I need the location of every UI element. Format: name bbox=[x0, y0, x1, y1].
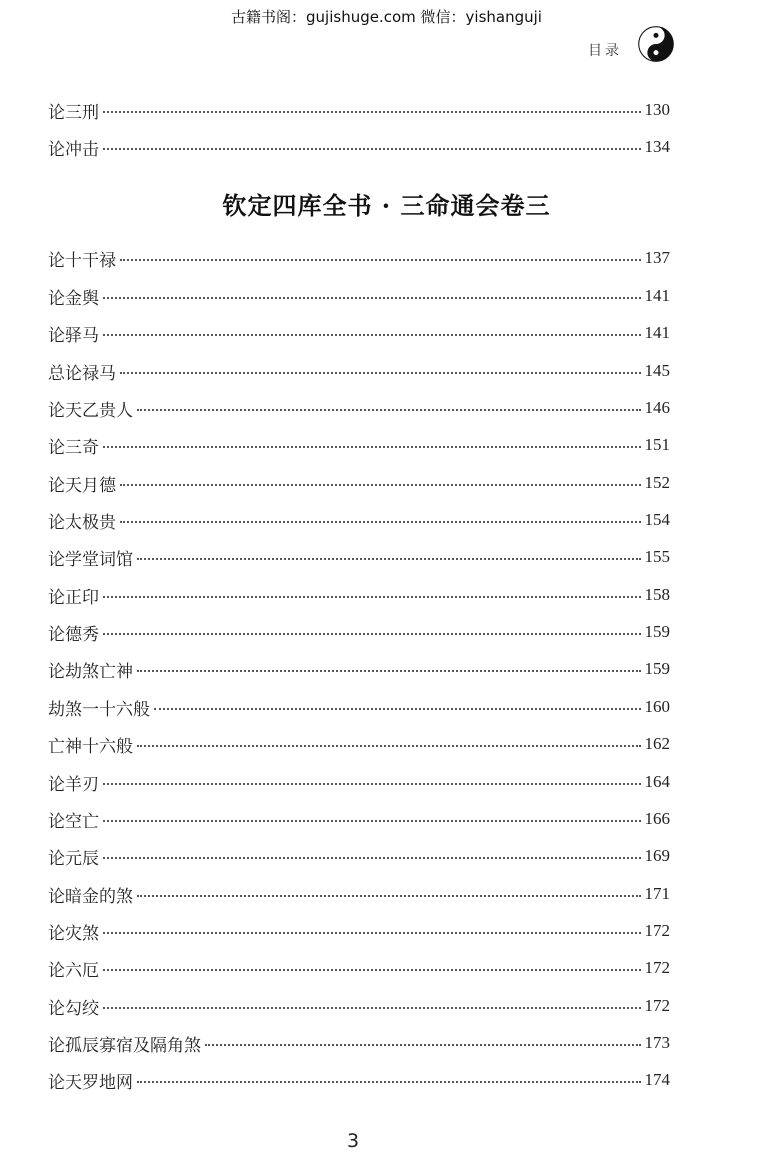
toc-entry[interactable] bbox=[48, 544, 670, 570]
toc-entry-page: 162 bbox=[644, 734, 670, 753]
toc-entry-page: 172 bbox=[644, 921, 670, 940]
toc-entry-title: 论空亡 bbox=[48, 811, 99, 832]
toc-entry[interactable] bbox=[48, 1067, 670, 1093]
toc-entry-page: 174 bbox=[644, 1070, 670, 1089]
toc-entry-title: 论勾绞 bbox=[48, 998, 99, 1019]
toc-leader-dots bbox=[103, 969, 641, 971]
toc-leader-dots bbox=[120, 484, 641, 486]
toc-entry-title: 论暗金的煞 bbox=[48, 886, 133, 907]
toc-entry[interactable] bbox=[48, 993, 670, 1019]
toc-entry[interactable] bbox=[48, 1030, 670, 1056]
toc-entry-page: 159 bbox=[644, 659, 670, 678]
toc-entry-title: 总论禄马 bbox=[48, 363, 116, 384]
toc-leader-dots bbox=[137, 1081, 641, 1083]
toc-entry-title: 论元辰 bbox=[48, 848, 99, 869]
toc-entry[interactable] bbox=[48, 769, 670, 795]
toc-entry[interactable] bbox=[48, 245, 670, 271]
toc-leader-dots bbox=[137, 409, 641, 411]
toc-entry[interactable] bbox=[48, 432, 670, 458]
toc-entry-page: 158 bbox=[644, 585, 670, 604]
watermark-text: 古籍书阁：gujishuge.com 微信：yishanguji bbox=[231, 8, 542, 26]
toc-leader-dots bbox=[103, 932, 641, 934]
toc-entry[interactable] bbox=[48, 470, 670, 496]
toc-entry-page: 141 bbox=[644, 323, 670, 342]
toc-entry-page: 169 bbox=[644, 846, 670, 865]
toc-entry-page: 171 bbox=[644, 884, 670, 903]
toc-entry-title: 论灾煞 bbox=[48, 923, 99, 944]
toc-entry-title: 论冲击 bbox=[48, 139, 99, 160]
toc-entry-title: 论金舆 bbox=[48, 288, 99, 309]
toc-entry-page: 137 bbox=[644, 248, 670, 267]
toc-leader-dots bbox=[120, 372, 641, 374]
toc-entry-title: 论天乙贵人 bbox=[48, 400, 133, 421]
toc-entry-page: 173 bbox=[644, 1033, 670, 1052]
toc-entry-page: 172 bbox=[644, 958, 670, 977]
toc-leader-dots bbox=[103, 1007, 641, 1009]
toc-entry-title: 论天月德 bbox=[48, 475, 116, 496]
toc-leader-dots bbox=[137, 745, 641, 747]
toc-entry[interactable] bbox=[48, 881, 670, 907]
toc-leader-dots bbox=[103, 596, 641, 598]
toc-entry[interactable] bbox=[48, 320, 670, 346]
toc-entry-title: 劫煞一十六般 bbox=[48, 699, 150, 720]
toc-entry-title: 论太极贵 bbox=[48, 512, 116, 533]
toc-entry-title: 亡神十六般 bbox=[48, 736, 133, 757]
toc-entry-title: 论天罗地网 bbox=[48, 1072, 133, 1093]
toc-entry-title: 论学堂词馆 bbox=[48, 549, 133, 570]
toc-entry-page: 145 bbox=[644, 361, 670, 380]
section-heading: 钦定四库全书 · 三命通会卷三 bbox=[222, 191, 551, 220]
toc-entry-page: 151 bbox=[644, 435, 670, 454]
toc-entry-page: 166 bbox=[644, 809, 670, 828]
toc-entry[interactable] bbox=[48, 283, 670, 309]
toc-leader-dots bbox=[103, 820, 641, 822]
toc-entry[interactable] bbox=[48, 134, 670, 160]
toc-entry[interactable] bbox=[48, 97, 670, 123]
toc-entry[interactable] bbox=[48, 619, 670, 645]
toc-leader-dots bbox=[103, 297, 641, 299]
toc-leader-dots bbox=[120, 521, 641, 523]
toc-leader-dots bbox=[154, 708, 641, 710]
toc-entry[interactable] bbox=[48, 955, 670, 981]
toc-leader-dots bbox=[103, 111, 641, 113]
toc-entry[interactable] bbox=[48, 358, 670, 384]
toc-leader-dots bbox=[103, 857, 641, 859]
toc-leader-dots bbox=[103, 633, 641, 635]
page-number: 3 bbox=[346, 1130, 360, 1152]
toc-entry[interactable] bbox=[48, 843, 670, 869]
toc-leader-dots bbox=[137, 670, 641, 672]
toc-entry-title: 论孤辰寡宿及隔角煞 bbox=[48, 1035, 201, 1056]
toc-leader-dots bbox=[137, 558, 641, 560]
toc-entry[interactable] bbox=[48, 395, 670, 421]
toc-entry-page: 172 bbox=[644, 996, 670, 1015]
toc-entry-title: 论羊刃 bbox=[48, 774, 99, 795]
toc-entry-title: 论德秀 bbox=[48, 624, 99, 645]
toc-entry-page: 146 bbox=[644, 398, 670, 417]
toc-entry[interactable] bbox=[48, 582, 670, 608]
toc-leader-dots bbox=[103, 334, 641, 336]
toc-entry-page: 160 bbox=[644, 697, 670, 716]
toc-entry[interactable] bbox=[48, 656, 670, 682]
toc-leader-dots bbox=[103, 446, 641, 448]
toc-entry-page: 141 bbox=[644, 286, 670, 305]
toc-entry-title: 论三刑 bbox=[48, 102, 99, 123]
toc-leader-dots bbox=[103, 783, 641, 785]
toc-entry[interactable] bbox=[48, 806, 670, 832]
toc-entry-title: 论正印 bbox=[48, 587, 99, 608]
toc-leader-dots bbox=[103, 148, 641, 150]
toc-entry-page: 164 bbox=[644, 772, 670, 791]
toc-entry[interactable] bbox=[48, 694, 670, 720]
toc-leader-dots bbox=[205, 1044, 641, 1046]
running-header-label: 目录 bbox=[588, 43, 622, 59]
toc-leader-dots bbox=[137, 895, 641, 897]
toc-entry[interactable] bbox=[48, 507, 670, 533]
toc-entry-page: 152 bbox=[644, 473, 670, 492]
toc-entry-title: 论驿马 bbox=[48, 325, 99, 346]
toc-entry-page: 159 bbox=[644, 622, 670, 641]
toc-entry-title: 论十干禄 bbox=[48, 250, 116, 271]
toc-entry-title: 论三奇 bbox=[48, 437, 99, 458]
toc-entry-title: 论六厄 bbox=[48, 960, 99, 981]
toc-entry-page: 130 bbox=[644, 100, 670, 119]
toc-leader-dots bbox=[120, 259, 641, 261]
toc-entry[interactable] bbox=[48, 731, 670, 757]
toc-entry-title: 论劫煞亡神 bbox=[48, 661, 133, 682]
toc-entry-page: 134 bbox=[644, 137, 670, 156]
toc-entry-page: 155 bbox=[644, 547, 670, 566]
yin-yang-icon bbox=[638, 26, 674, 62]
toc-entry-page: 154 bbox=[644, 510, 670, 529]
toc-entry[interactable] bbox=[48, 918, 670, 944]
